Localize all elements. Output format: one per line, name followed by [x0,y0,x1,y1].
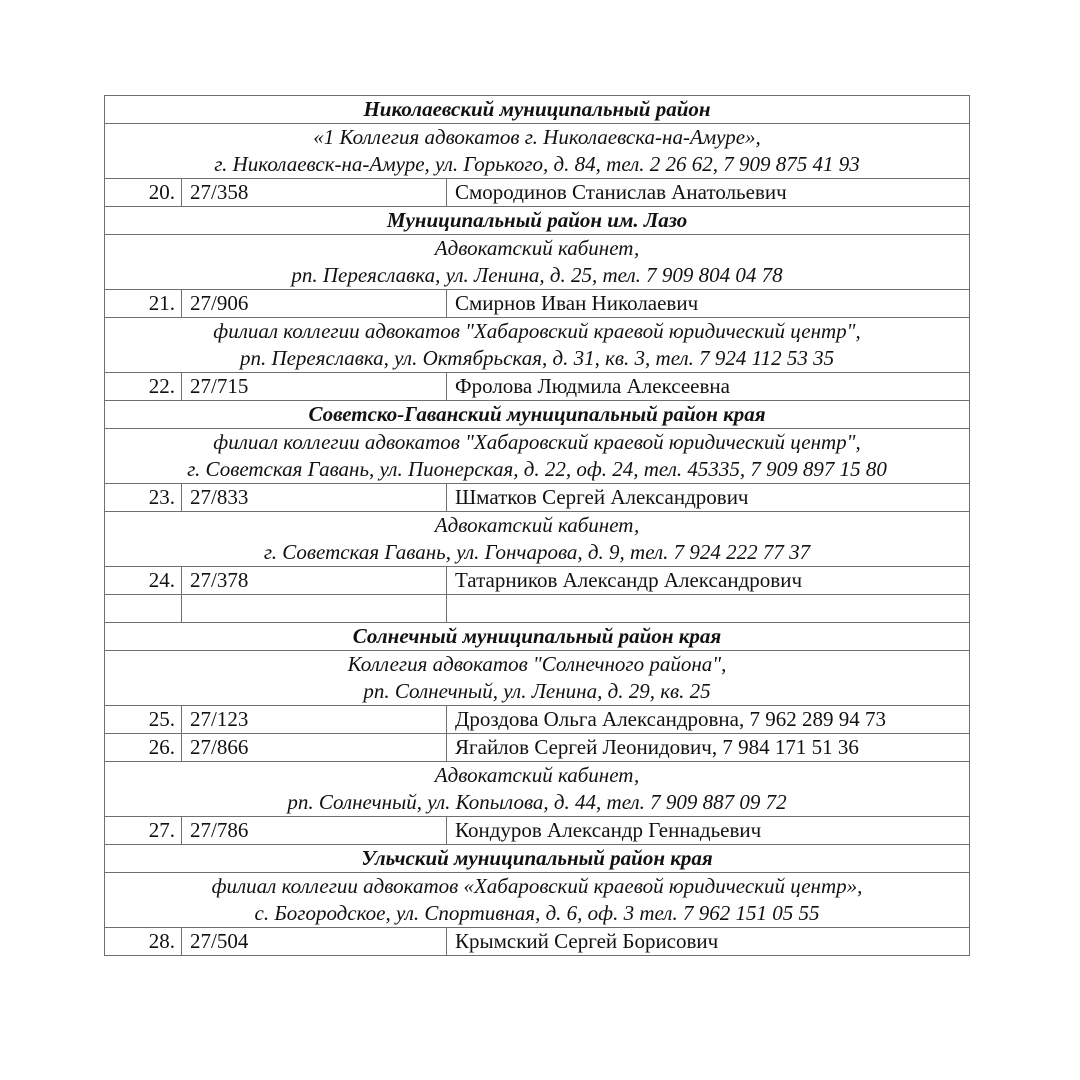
registry-number: 27/504 [182,928,447,956]
office-name: «1 Коллегия адвокатов г. Николаевска-на-Амуре», [313,125,761,149]
office-info [105,235,970,290]
office-name: филиал коллегии адвокатов «Хабаровский краевой юридический центр», [211,874,863,898]
office-info [105,873,970,928]
registry-number: 27/866 [182,734,447,762]
lawyer-name: Смородинов Станислав Анатольевич [447,179,970,207]
office-info-row [105,651,970,706]
registry-number: 27/786 [182,817,447,845]
office-address: рп. Солнечный, ул. Копылова, д. 44, тел. 7 909 887 09 72 [287,790,787,814]
lawyer-name: Фролова Людмила Алексеевна [447,373,970,401]
lawyer-name [447,595,970,623]
registry-number: 27/123 [182,706,447,734]
lawyer-entry-row [105,567,970,595]
district-heading-row [105,623,970,651]
office-name: Адвокатский кабинет, [434,236,640,260]
office-address: г. Николаевск-на-Амуре, ул. Горького, д. 84, тел. 2 26 62, 7 909 875 41 93 [214,152,860,176]
office-address: г. Советская Гавань, ул. Пионерская, д. 22, оф. 24, тел. 45335, 7 909 897 15 80 [187,457,887,481]
office-name: Адвокатский кабинет, [434,513,640,537]
office-name: филиал коллегии адвокатов "Хабаровский краевой юридический центр", [213,430,861,454]
office-info [105,429,970,484]
lawyer-entry-row [105,484,970,512]
district-heading: Николаевский муниципальный район [105,96,970,124]
district-heading-row [105,96,970,124]
entry-number: 22. [105,373,182,401]
entry-number: 25. [105,706,182,734]
office-address: рп. Переяславка, ул. Ленина, д. 25, тел. 7 909 804 04 78 [291,263,783,287]
district-heading-row [105,401,970,429]
lawyer-entry-row [105,817,970,845]
lawyer-entry-row [105,928,970,956]
office-info [105,124,970,179]
registry-number: 27/715 [182,373,447,401]
entry-number [105,595,182,623]
lawyer-name: Ягайлов Сергей Леонидович, 7 984 171 51 36 [447,734,970,762]
lawyer-name: Шматков Сергей Александрович [447,484,970,512]
entry-number: 26. [105,734,182,762]
lawyer-entry-row [105,706,970,734]
district-heading: Муниципальный район им. Лазо [105,207,970,235]
lawyer-entry-row [105,734,970,762]
entry-number: 24. [105,567,182,595]
district-heading: Ульчский муниципальный район края [105,845,970,873]
registry-body [105,96,970,956]
lawyer-name: Кондуров Александр Геннадьевич [447,817,970,845]
office-info [105,318,970,373]
entry-number: 28. [105,928,182,956]
office-info-row [105,762,970,817]
lawyer-entry-row [105,373,970,401]
district-heading-row [105,845,970,873]
registry-number [182,595,447,623]
lawyer-name: Смирнов Иван Николаевич [447,290,970,318]
office-info-row [105,512,970,567]
office-address: рп. Солнечный, ул. Ленина, д. 29, кв. 25 [363,679,711,703]
lawyer-entry-row [105,179,970,207]
entry-number: 23. [105,484,182,512]
entry-number: 27. [105,817,182,845]
office-name: Адвокатский кабинет, [434,763,640,787]
registry-number: 27/358 [182,179,447,207]
registry-number: 27/833 [182,484,447,512]
office-info-row [105,318,970,373]
registry-number: 27/906 [182,290,447,318]
office-info-row [105,429,970,484]
lawyers-registry-table [104,95,970,956]
office-name: филиал коллегии адвокатов "Хабаровский краевой юридический центр", [213,319,861,343]
lawyer-name: Дроздова Ольга Александровна, 7 962 289 94 73 [447,706,970,734]
office-address: рп. Переяславка, ул. Октябрьская, д. 31, кв. 3, тел. 7 924 112 53 35 [239,346,835,370]
lawyer-name: Татарников Александр Александрович [447,567,970,595]
office-info [105,512,970,567]
office-info-row [105,124,970,179]
district-heading: Советско-Гаванский муниципальный район края [105,401,970,429]
entry-number: 21. [105,290,182,318]
office-address: с. Богородское, ул. Спортивная, д. 6, оф. 3 тел. 7 962 151 05 55 [254,901,820,925]
lawyer-name: Крымский Сергей Борисович [447,928,970,956]
district-heading-row [105,207,970,235]
lawyer-entry-row [105,595,970,623]
entry-number: 20. [105,179,182,207]
office-info-row [105,235,970,290]
lawyer-entry-row [105,290,970,318]
office-info [105,762,970,817]
office-info [105,651,970,706]
office-info-row [105,873,970,928]
office-address: г. Советская Гавань, ул. Гончарова, д. 9, тел. 7 924 222 77 37 [263,540,811,564]
registry-number: 27/378 [182,567,447,595]
office-name: Коллегия адвокатов "Солнечного района", [347,652,727,676]
district-heading: Солнечный муниципальный район края [105,623,970,651]
